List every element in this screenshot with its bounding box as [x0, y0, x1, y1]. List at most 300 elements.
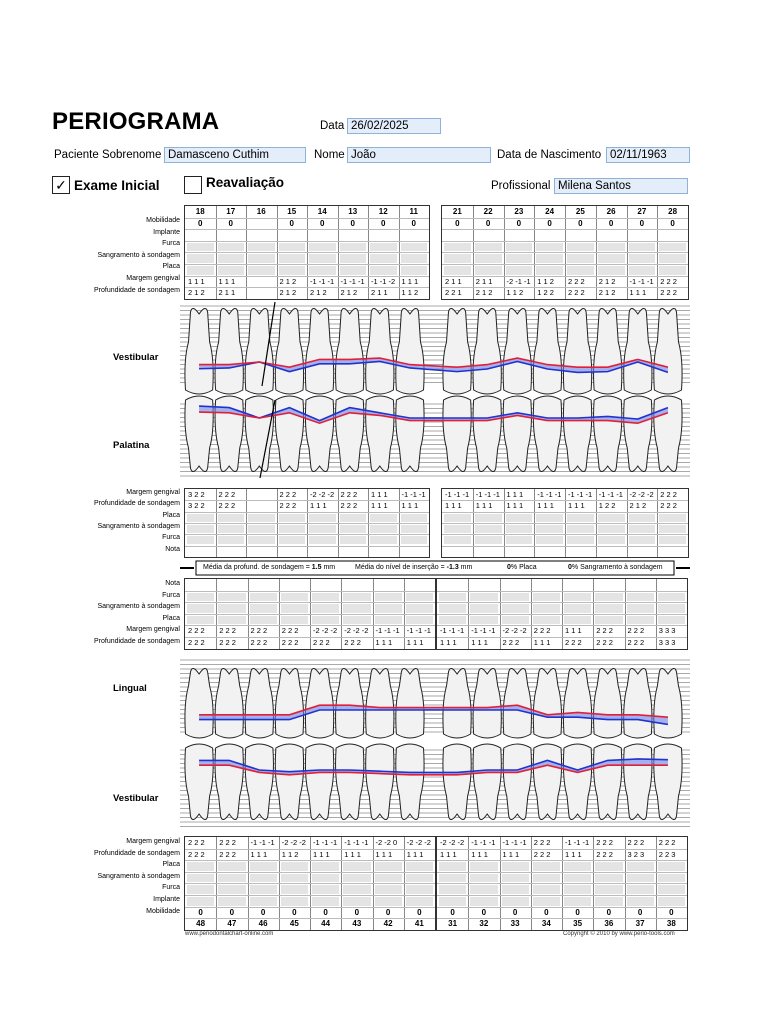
shaded-cell[interactable] — [533, 616, 560, 625]
dob-field[interactable]: 02/11/1963 — [606, 147, 690, 163]
margin-value[interactable]: -1 -1 -1 — [502, 838, 527, 847]
shaded-cell[interactable] — [340, 266, 367, 275]
shaded-cell[interactable] — [248, 254, 275, 263]
shaded-cell[interactable] — [533, 862, 560, 871]
shaded-cell[interactable] — [218, 266, 245, 275]
margin-value[interactable]: -1 -1 -1 — [375, 626, 400, 636]
shaded-cell[interactable] — [536, 266, 563, 275]
shaded-cell[interactable] — [375, 604, 402, 613]
shaded-cell[interactable] — [439, 874, 466, 883]
shaded-cell[interactable] — [444, 514, 471, 522]
shaded-cell[interactable] — [564, 862, 591, 871]
shaded-cell[interactable] — [470, 897, 497, 906]
shaded-cell[interactable] — [343, 604, 370, 613]
shaded-cell[interactable] — [309, 266, 336, 275]
shaded-cell[interactable] — [629, 254, 656, 263]
shaded-cell[interactable] — [444, 254, 471, 263]
margin-value[interactable]: 2 1 2 — [598, 276, 616, 286]
shaded-cell[interactable] — [218, 897, 245, 906]
depth-value[interactable]: 2 1 2 — [598, 288, 616, 298]
shaded-cell[interactable] — [659, 266, 686, 275]
shaded-cell[interactable] — [439, 593, 466, 602]
shaded-cell[interactable] — [502, 874, 529, 883]
shaded-cell[interactable] — [401, 266, 428, 275]
shaded-cell[interactable] — [401, 243, 428, 252]
shaded-cell[interactable] — [187, 885, 214, 894]
depth-value[interactable]: 1 1 1 — [533, 638, 551, 647]
shaded-cell[interactable] — [250, 604, 277, 613]
depth-value[interactable]: 2 1 2 — [310, 288, 327, 298]
shaded-cell[interactable] — [439, 862, 466, 871]
margin-value[interactable]: -1 -1 -1 — [344, 838, 369, 847]
margin-value[interactable]: 2 2 2 — [281, 626, 299, 636]
shaded-cell[interactable] — [439, 897, 466, 906]
shaded-cell[interactable] — [343, 897, 370, 906]
shaded-cell[interactable] — [658, 604, 685, 613]
shaded-cell[interactable] — [218, 604, 245, 613]
shaded-cell[interactable] — [279, 525, 306, 533]
margin-value[interactable]: -1 -1 -1 — [406, 626, 431, 636]
margin-value[interactable]: 3 3 3 — [658, 626, 676, 636]
depth-value[interactable]: 1 1 2 — [401, 288, 419, 298]
depth-value[interactable]: 2 2 2 — [533, 849, 551, 859]
depth-value[interactable]: 2 1 1 — [218, 288, 236, 298]
shaded-cell[interactable] — [439, 604, 466, 613]
shaded-cell[interactable] — [658, 897, 685, 906]
margin-value[interactable]: -2 -2 -2 — [344, 626, 369, 636]
shaded-cell[interactable] — [248, 536, 275, 544]
margin-value[interactable]: -1 -1 -1 — [471, 626, 496, 636]
margin-value[interactable]: 2 1 1 — [445, 276, 462, 286]
shaded-cell[interactable] — [312, 604, 339, 613]
margin-value[interactable]: 1 1 1 — [188, 276, 205, 286]
depth-value[interactable]: 2 2 2 — [502, 638, 520, 647]
depth-value[interactable]: 2 2 2 — [596, 849, 613, 859]
margin-value[interactable]: 2 1 1 — [475, 276, 493, 286]
shaded-cell[interactable] — [279, 266, 306, 275]
depth-value[interactable]: 2 2 2 — [188, 849, 205, 859]
shaded-cell[interactable] — [370, 254, 397, 263]
shaded-cell[interactable] — [218, 525, 245, 533]
depth-value[interactable]: 2 1 2 — [279, 288, 297, 298]
margin-value[interactable]: 1 1 1 — [371, 490, 388, 499]
shaded-cell[interactable] — [533, 897, 560, 906]
shaded-cell[interactable] — [595, 885, 622, 894]
depth-value[interactable]: 2 2 2 — [565, 638, 582, 647]
depth-value[interactable]: 2 1 2 — [188, 288, 205, 298]
shaded-cell[interactable] — [312, 593, 339, 602]
margin-value[interactable]: 2 2 2 — [627, 626, 645, 636]
margin-value[interactable]: -2 -2 -2 — [310, 490, 335, 499]
shaded-cell[interactable] — [502, 885, 529, 894]
shaded-cell[interactable] — [218, 885, 245, 894]
depth-value[interactable]: 2 2 2 — [340, 501, 358, 511]
depth-value[interactable]: 1 1 1 — [344, 849, 361, 859]
margin-value[interactable]: -2 -2 0 — [375, 838, 398, 847]
depth-value[interactable]: 1 2 2 — [598, 501, 616, 511]
margin-value[interactable]: 2 2 2 — [533, 626, 551, 636]
margin-value[interactable]: -1 -1 -1 — [565, 838, 590, 847]
depth-value[interactable]: 2 2 3 — [658, 849, 676, 859]
shaded-cell[interactable] — [502, 897, 529, 906]
shaded-cell[interactable] — [567, 254, 594, 263]
margin-value[interactable]: -1 -1 -1 — [475, 490, 500, 499]
depth-value[interactable]: 1 1 1 — [250, 849, 268, 859]
date-field[interactable]: 26/02/2025 — [347, 118, 441, 134]
shaded-cell[interactable] — [248, 243, 275, 252]
shaded-cell[interactable] — [658, 874, 685, 883]
depth-value[interactable]: 1 1 1 — [568, 501, 585, 511]
shaded-cell[interactable] — [627, 874, 654, 883]
shaded-cell[interactable] — [536, 254, 563, 263]
depth-value[interactable]: 1 2 2 — [537, 288, 554, 298]
shaded-cell[interactable] — [187, 604, 214, 613]
shaded-cell[interactable] — [401, 514, 428, 522]
shaded-cell[interactable] — [598, 514, 625, 522]
shaded-cell[interactable] — [375, 874, 402, 883]
shaded-cell[interactable] — [564, 616, 591, 625]
depth-value[interactable]: 1 1 1 — [537, 501, 554, 511]
shaded-cell[interactable] — [567, 514, 594, 522]
shaded-cell[interactable] — [536, 536, 563, 544]
depth-value[interactable]: 1 1 2 — [506, 288, 524, 298]
shaded-cell[interactable] — [187, 593, 214, 602]
depth-value[interactable]: 3 2 2 — [188, 501, 205, 511]
margin-value[interactable]: -1 -1 -1 — [313, 838, 338, 847]
margin-value[interactable]: 1 1 1 — [401, 276, 419, 286]
shaded-cell[interactable] — [250, 862, 277, 871]
shaded-cell[interactable] — [401, 536, 428, 544]
shaded-cell[interactable] — [406, 874, 433, 883]
depth-value[interactable]: 1 1 1 — [471, 638, 488, 647]
shaded-cell[interactable] — [248, 266, 275, 275]
margin-value[interactable]: 2 2 2 — [660, 276, 677, 286]
patient-surname-field[interactable]: Damasceno Cuthim — [164, 147, 306, 163]
shaded-cell[interactable] — [309, 525, 336, 533]
shaded-cell[interactable] — [595, 897, 622, 906]
depth-value[interactable]: 1 1 1 — [440, 638, 457, 647]
shaded-cell[interactable] — [506, 514, 533, 522]
depth-value[interactable]: 1 1 1 — [406, 849, 424, 859]
shaded-cell[interactable] — [444, 525, 471, 533]
shaded-cell[interactable] — [343, 862, 370, 871]
shaded-cell[interactable] — [370, 514, 397, 522]
shaded-cell[interactable] — [629, 536, 656, 544]
depth-value[interactable]: 1 1 1 — [506, 501, 524, 511]
depth-value[interactable]: 1 1 1 — [375, 638, 393, 647]
shaded-cell[interactable] — [595, 874, 622, 883]
margin-value[interactable]: 2 2 2 — [533, 838, 551, 847]
shaded-cell[interactable] — [340, 525, 367, 533]
professional-field[interactable]: Milena Santos — [554, 178, 688, 194]
shaded-cell[interactable] — [595, 604, 622, 613]
depth-value[interactable]: 2 2 2 — [344, 638, 361, 647]
shaded-cell[interactable] — [343, 616, 370, 625]
shaded-cell[interactable] — [598, 266, 625, 275]
margin-value[interactable]: 1 1 1 — [218, 276, 236, 286]
shaded-cell[interactable] — [533, 593, 560, 602]
margin-value[interactable]: 2 2 2 — [250, 626, 268, 636]
shaded-cell[interactable] — [536, 243, 563, 252]
depth-value[interactable]: 1 1 1 — [406, 638, 424, 647]
shaded-cell[interactable] — [281, 874, 308, 883]
depth-value[interactable]: 2 2 2 — [279, 501, 297, 511]
shaded-cell[interactable] — [248, 514, 275, 522]
shaded-cell[interactable] — [312, 897, 339, 906]
margin-value[interactable]: -1 -1 -1 — [445, 490, 470, 499]
margin-value[interactable]: -2 -2 -2 — [313, 626, 338, 636]
margin-value[interactable]: -1 -1 -1 — [598, 490, 623, 499]
margin-value[interactable]: 2 1 2 — [279, 276, 297, 286]
shaded-cell[interactable] — [309, 254, 336, 263]
margin-value[interactable]: 2 2 2 — [188, 626, 205, 636]
depth-value[interactable]: 1 1 1 — [440, 849, 457, 859]
shaded-cell[interactable] — [595, 616, 622, 625]
shaded-cell[interactable] — [564, 897, 591, 906]
margin-value[interactable]: 2 2 2 — [658, 838, 676, 847]
shaded-cell[interactable] — [406, 604, 433, 613]
margin-value[interactable]: 2 2 2 — [219, 838, 236, 847]
depth-value[interactable]: 2 1 1 — [371, 288, 388, 298]
depth-value[interactable]: 2 1 2 — [340, 288, 358, 298]
shaded-cell[interactable] — [658, 616, 685, 625]
shaded-cell[interactable] — [536, 525, 563, 533]
shaded-cell[interactable] — [250, 616, 277, 625]
reevaluation-checkbox[interactable] — [184, 176, 202, 194]
depth-value[interactable]: 1 1 1 — [375, 849, 393, 859]
depth-value[interactable]: 2 1 2 — [475, 288, 493, 298]
shaded-cell[interactable] — [629, 266, 656, 275]
shaded-cell[interactable] — [281, 604, 308, 613]
shaded-cell[interactable] — [658, 593, 685, 602]
shaded-cell[interactable] — [564, 593, 591, 602]
shaded-cell[interactable] — [187, 525, 214, 533]
shaded-cell[interactable] — [406, 885, 433, 894]
shaded-cell[interactable] — [506, 266, 533, 275]
shaded-cell[interactable] — [187, 874, 214, 883]
shaded-cell[interactable] — [279, 243, 306, 252]
shaded-cell[interactable] — [627, 616, 654, 625]
shaded-cell[interactable] — [250, 593, 277, 602]
margin-value[interactable]: 3 2 2 — [188, 490, 205, 499]
shaded-cell[interactable] — [470, 616, 497, 625]
shaded-cell[interactable] — [406, 616, 433, 625]
shaded-cell[interactable] — [187, 862, 214, 871]
name-field[interactable]: João — [347, 147, 491, 163]
shaded-cell[interactable] — [475, 525, 502, 533]
margin-value[interactable]: 2 2 2 — [219, 626, 236, 636]
margin-value[interactable]: -1 -1 -1 — [250, 838, 275, 847]
shaded-cell[interactable] — [470, 593, 497, 602]
shaded-cell[interactable] — [659, 514, 686, 522]
shaded-cell[interactable] — [475, 243, 502, 252]
shaded-cell[interactable] — [627, 604, 654, 613]
depth-value[interactable]: 1 1 1 — [565, 849, 582, 859]
depth-value[interactable]: 2 2 2 — [596, 638, 613, 647]
shaded-cell[interactable] — [375, 862, 402, 871]
shaded-cell[interactable] — [218, 593, 245, 602]
shaded-cell[interactable] — [279, 254, 306, 263]
margin-value[interactable]: 1 1 1 — [565, 626, 582, 636]
margin-value[interactable]: -1 -1 -2 — [371, 276, 396, 286]
margin-value[interactable]: -2 -2 -2 — [406, 838, 431, 847]
margin-value[interactable]: 2 2 2 — [660, 490, 677, 499]
shaded-cell[interactable] — [470, 862, 497, 871]
margin-value[interactable]: 2 2 2 — [279, 490, 297, 499]
shaded-cell[interactable] — [659, 243, 686, 252]
shaded-cell[interactable] — [475, 254, 502, 263]
depth-value[interactable]: 2 2 1 — [445, 288, 462, 298]
depth-value[interactable]: 2 1 2 — [629, 501, 647, 511]
shaded-cell[interactable] — [470, 874, 497, 883]
margin-value[interactable]: -1 -1 -1 — [471, 838, 496, 847]
shaded-cell[interactable] — [375, 616, 402, 625]
shaded-cell[interactable] — [567, 266, 594, 275]
shaded-cell[interactable] — [659, 536, 686, 544]
shaded-cell[interactable] — [627, 897, 654, 906]
shaded-cell[interactable] — [564, 885, 591, 894]
depth-value[interactable]: 1 1 1 — [310, 501, 327, 511]
depth-value[interactable]: 1 1 2 — [281, 849, 299, 859]
depth-value[interactable]: 2 2 2 — [660, 501, 677, 511]
shaded-cell[interactable] — [218, 616, 245, 625]
shaded-cell[interactable] — [340, 254, 367, 263]
margin-value[interactable]: -1 -1 -1 — [440, 626, 465, 636]
margin-value[interactable]: 2 2 2 — [188, 838, 205, 847]
shaded-cell[interactable] — [567, 243, 594, 252]
shaded-cell[interactable] — [279, 514, 306, 522]
shaded-cell[interactable] — [370, 243, 397, 252]
depth-value[interactable]: 1 1 1 — [401, 501, 419, 511]
shaded-cell[interactable] — [533, 604, 560, 613]
shaded-cell[interactable] — [343, 593, 370, 602]
margin-value[interactable]: -1 -1 -1 — [340, 276, 365, 286]
margin-value[interactable]: 2 2 2 — [596, 838, 613, 847]
shaded-cell[interactable] — [218, 862, 245, 871]
depth-value[interactable]: 3 2 3 — [627, 849, 645, 859]
depth-value[interactable]: 1 1 1 — [371, 501, 388, 511]
shaded-cell[interactable] — [506, 536, 533, 544]
shaded-cell[interactable] — [312, 874, 339, 883]
shaded-cell[interactable] — [444, 536, 471, 544]
depth-value[interactable]: 2 2 2 — [281, 638, 299, 647]
depth-value[interactable]: 2 2 2 — [218, 501, 236, 511]
shaded-cell[interactable] — [598, 536, 625, 544]
shaded-cell[interactable] — [502, 593, 529, 602]
margin-value[interactable]: -1 -1 -1 — [401, 490, 426, 499]
shaded-cell[interactable] — [187, 254, 214, 263]
shaded-cell[interactable] — [627, 593, 654, 602]
shaded-cell[interactable] — [401, 254, 428, 263]
shaded-cell[interactable] — [187, 536, 214, 544]
shaded-cell[interactable] — [281, 897, 308, 906]
shaded-cell[interactable] — [370, 266, 397, 275]
shaded-cell[interactable] — [406, 862, 433, 871]
shaded-cell[interactable] — [281, 862, 308, 871]
shaded-cell[interactable] — [475, 266, 502, 275]
shaded-cell[interactable] — [248, 525, 275, 533]
shaded-cell[interactable] — [250, 897, 277, 906]
shaded-cell[interactable] — [343, 885, 370, 894]
shaded-cell[interactable] — [598, 254, 625, 263]
shaded-cell[interactable] — [281, 885, 308, 894]
margin-value[interactable]: -1 -1 -1 — [310, 276, 335, 286]
shaded-cell[interactable] — [250, 874, 277, 883]
depth-value[interactable]: 2 2 2 — [313, 638, 330, 647]
shaded-cell[interactable] — [370, 536, 397, 544]
shaded-cell[interactable] — [506, 254, 533, 263]
shaded-cell[interactable] — [658, 862, 685, 871]
initial-exam-checkbox[interactable]: ✓ — [52, 176, 70, 194]
margin-value[interactable]: 2 2 2 — [340, 490, 358, 499]
shaded-cell[interactable] — [309, 514, 336, 522]
shaded-cell[interactable] — [564, 874, 591, 883]
shaded-cell[interactable] — [312, 862, 339, 871]
shaded-cell[interactable] — [658, 885, 685, 894]
shaded-cell[interactable] — [340, 514, 367, 522]
shaded-cell[interactable] — [444, 243, 471, 252]
shaded-cell[interactable] — [502, 862, 529, 871]
shaded-cell[interactable] — [533, 874, 560, 883]
shaded-cell[interactable] — [279, 536, 306, 544]
shaded-cell[interactable] — [312, 616, 339, 625]
depth-value[interactable]: 1 1 1 — [471, 849, 488, 859]
shaded-cell[interactable] — [595, 862, 622, 871]
shaded-cell[interactable] — [629, 243, 656, 252]
shaded-cell[interactable] — [567, 536, 594, 544]
shaded-cell[interactable] — [187, 616, 214, 625]
shaded-cell[interactable] — [533, 885, 560, 894]
shaded-cell[interactable] — [375, 897, 402, 906]
margin-value[interactable]: 2 2 2 — [627, 838, 645, 847]
shaded-cell[interactable] — [564, 604, 591, 613]
shaded-cell[interactable] — [218, 536, 245, 544]
shaded-cell[interactable] — [506, 243, 533, 252]
shaded-cell[interactable] — [475, 536, 502, 544]
margin-value[interactable]: 2 2 2 — [568, 276, 585, 286]
shaded-cell[interactable] — [281, 593, 308, 602]
depth-value[interactable]: 2 2 2 — [219, 849, 236, 859]
margin-value[interactable]: 1 1 1 — [506, 490, 524, 499]
shaded-cell[interactable] — [567, 525, 594, 533]
depth-value[interactable]: 2 2 2 — [568, 288, 585, 298]
depth-value[interactable]: 1 1 1 — [502, 849, 520, 859]
depth-value[interactable]: 2 2 2 — [188, 638, 205, 647]
shaded-cell[interactable] — [312, 885, 339, 894]
shaded-cell[interactable] — [659, 525, 686, 533]
shaded-cell[interactable] — [281, 616, 308, 625]
depth-value[interactable]: 1 1 1 — [445, 501, 462, 511]
depth-value[interactable]: 2 2 2 — [219, 638, 236, 647]
shaded-cell[interactable] — [250, 885, 277, 894]
shaded-cell[interactable] — [309, 243, 336, 252]
shaded-cell[interactable] — [506, 525, 533, 533]
margin-value[interactable]: -1 -1 -1 — [568, 490, 593, 499]
shaded-cell[interactable] — [218, 874, 245, 883]
margin-value[interactable]: 2 2 2 — [596, 626, 613, 636]
depth-value[interactable]: 2 2 2 — [660, 288, 677, 298]
shaded-cell[interactable] — [627, 862, 654, 871]
shaded-cell[interactable] — [536, 514, 563, 522]
margin-value[interactable]: -2 -1 -1 — [506, 276, 531, 286]
shaded-cell[interactable] — [309, 536, 336, 544]
shaded-cell[interactable] — [470, 885, 497, 894]
shaded-cell[interactable] — [502, 604, 529, 613]
shaded-cell[interactable] — [444, 266, 471, 275]
depth-value[interactable]: 1 1 1 — [475, 501, 493, 511]
margin-value[interactable]: -2 -2 -2 — [281, 838, 306, 847]
shaded-cell[interactable] — [439, 616, 466, 625]
